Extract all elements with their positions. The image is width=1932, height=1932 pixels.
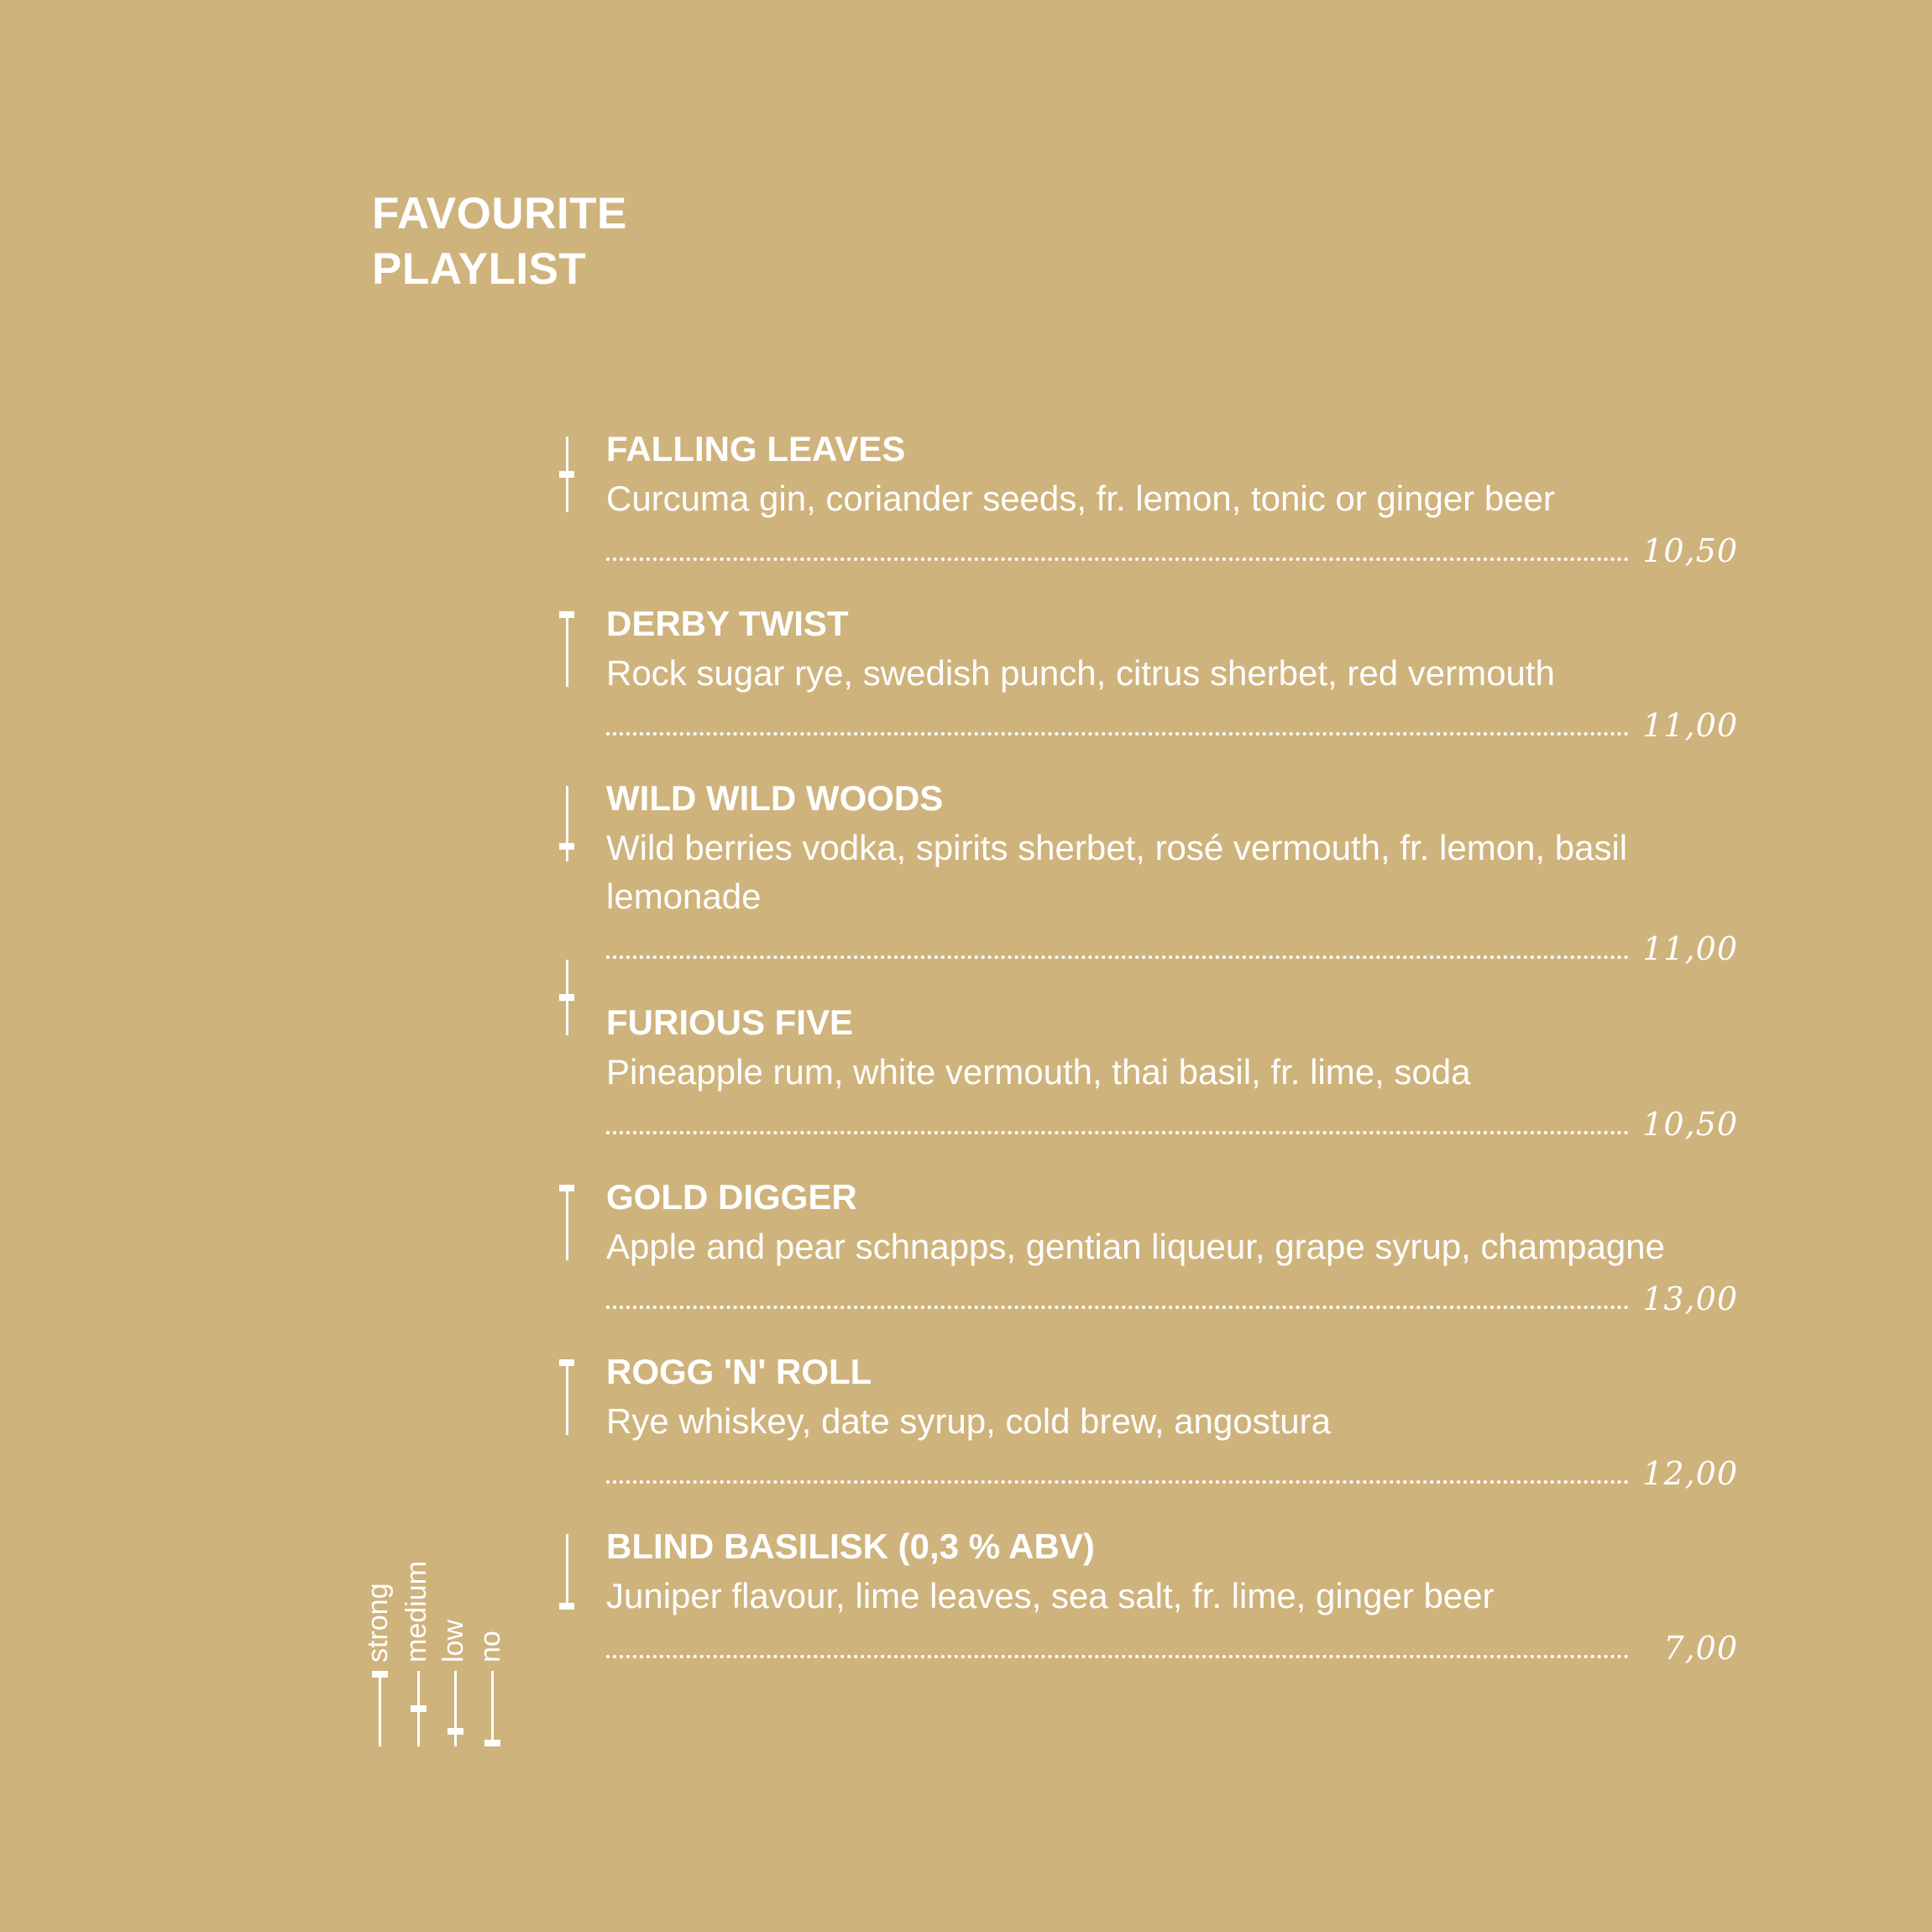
dotted-leader <box>606 732 1629 736</box>
dotted-leader <box>606 558 1629 561</box>
legend-low <box>437 1528 475 1746</box>
legend-label-medium: medium <box>401 1561 432 1662</box>
low-meter-icon <box>454 1671 457 1746</box>
dotted-leader <box>606 1480 1629 1484</box>
drink-name: WILD WILD WOODS <box>606 778 944 818</box>
price-row <box>606 925 1738 967</box>
strength-meter-icon <box>554 1185 579 1260</box>
drink-price: 10,50 <box>1642 1106 1738 1143</box>
dotted-leader <box>606 1655 1629 1658</box>
drink-price: 11,00 <box>1642 707 1738 744</box>
drink-name: FALLING LEAVES <box>606 429 906 469</box>
drink-name: GOLD DIGGER <box>606 1177 857 1217</box>
page-title <box>372 186 627 297</box>
strength-meter-icon <box>554 437 579 512</box>
price-row <box>606 527 1738 569</box>
legend-label-strong: strong <box>362 1583 394 1662</box>
drink-description: Curcuma gin, coriander seeds, fr. lemon, tonic or ginger beer <box>606 479 1555 518</box>
dotted-leader <box>606 1131 1629 1134</box>
drink-description: Wild berries vodka, spirits sherbet, rosé vermouth, fr. lemon, basil lemonade <box>606 828 1628 916</box>
legend-strong <box>361 1528 400 1746</box>
title-line-2: PLAYLIST <box>372 244 587 294</box>
dotted-leader <box>606 956 1629 959</box>
drink-description: Rye whiskey, date syrup, cold brew, angostura <box>606 1401 1331 1441</box>
drink-price: 11,00 <box>1642 930 1738 967</box>
price-row <box>606 1625 1738 1667</box>
strength-meter-icon <box>554 1359 579 1435</box>
drink-name: BLIND BASILISK (0,3 % ABV) <box>606 1526 1095 1566</box>
legend-label-low: low <box>437 1619 469 1662</box>
drink-name: ROGG 'N' ROLL <box>606 1352 872 1391</box>
price-row <box>606 1275 1738 1317</box>
strength-meter-icon <box>554 786 579 861</box>
drink-description: Juniper flavour, lime leaves, sea salt, fr. lime, ginger beer <box>606 1576 1495 1615</box>
drink-description: Pineapple rum, white vermouth, thai basil, fr. lime, soda <box>606 1052 1471 1092</box>
price-row <box>606 1101 1738 1143</box>
drink-description: Apple and pear schnapps, gentian liqueur, grape syrup, champagne <box>606 1227 1665 1266</box>
legend-label-no: no <box>474 1631 506 1662</box>
dotted-leader <box>606 1306 1629 1309</box>
price-row <box>606 1450 1738 1492</box>
drink-price: 13,00 <box>1642 1280 1738 1317</box>
no-meter-icon <box>491 1671 494 1746</box>
drink-name: DERBY TWIST <box>606 604 849 643</box>
legend-medium <box>400 1528 438 1746</box>
drink-price: 7,00 <box>1663 1630 1738 1667</box>
drink-price: 10,50 <box>1642 532 1738 569</box>
drink-name: FURIOUS FIVE <box>606 1003 854 1042</box>
drink-description: Rock sugar rye, swedish punch, citrus sherbet, red vermouth <box>606 653 1555 693</box>
strength-meter-icon <box>554 960 579 1035</box>
strong-meter-icon <box>379 1671 381 1746</box>
title-line-1: FAVOURITE <box>372 189 627 238</box>
price-row <box>606 702 1738 744</box>
strength-meter-icon <box>554 1534 579 1610</box>
legend-no <box>474 1528 512 1746</box>
strength-meter-icon <box>554 611 579 687</box>
drink-price: 12,00 <box>1642 1455 1738 1492</box>
